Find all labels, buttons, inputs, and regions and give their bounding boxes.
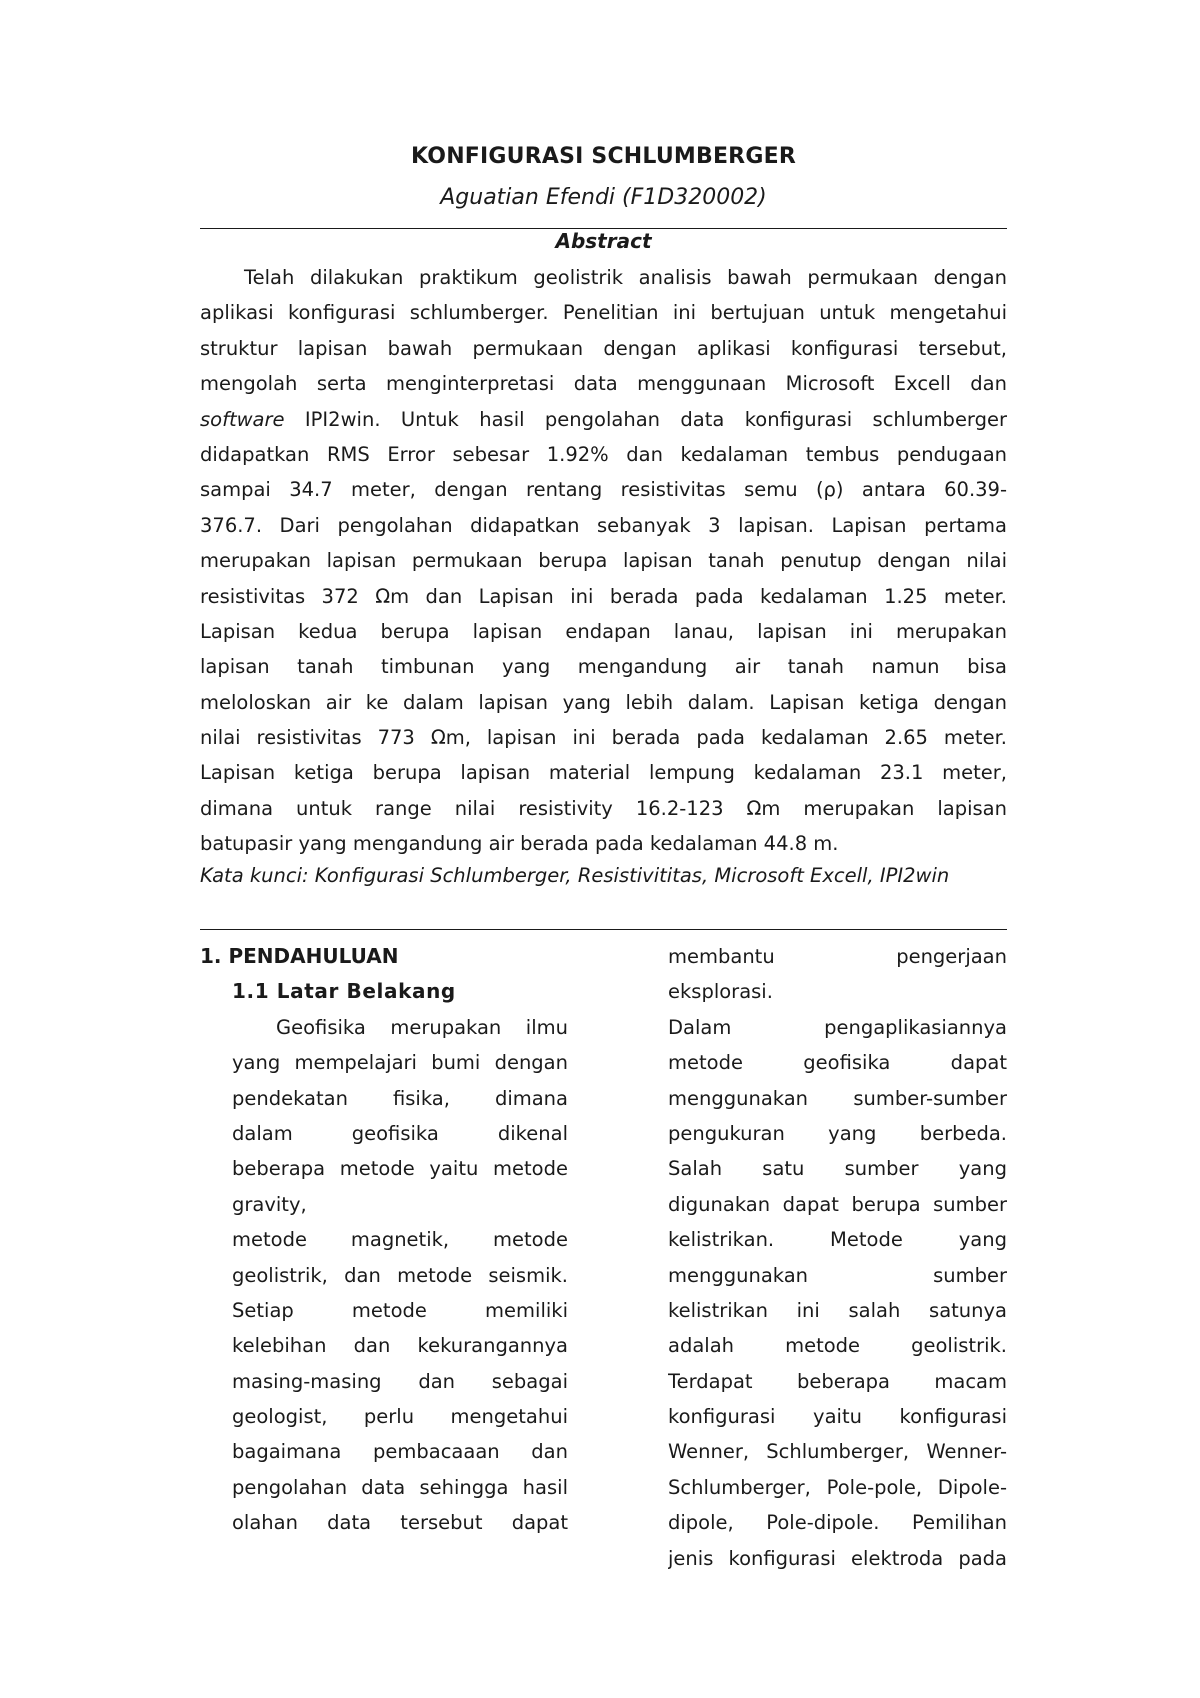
paragraph-line: Terdapat beberapa macam — [668, 1369, 1007, 1393]
paragraph-line: Salah satu sumber yang — [668, 1157, 1007, 1181]
abstract-line: Telah dilakukan praktikum geolistrik analisis bawah permukaan dengan — [244, 266, 1007, 289]
paragraph-line: Wenner, Schlumberger, Wenner- — [668, 1440, 1007, 1464]
paragraph-line: jenis konfigurasi elektroda pada — [668, 1546, 1007, 1570]
paragraph-line: metode geofisika dapat — [668, 1051, 1007, 1075]
paragraph-line: konfigurasi yaitu konfigurasi — [668, 1405, 1007, 1429]
abstract-line: mengolah serta menginterpretasi data menggunaan Microsoft Excell dan — [200, 372, 1007, 396]
abstract-line: sampai 34.7 meter, dengan rentang resistivitas semu (ρ) antara 60.39- — [200, 478, 1007, 502]
paragraph-line: pengukuran yang berbeda. — [668, 1121, 1007, 1145]
paragraph-line: kelebihan dan kekurangannya — [232, 1334, 568, 1358]
abstract-line: resistivitas 372 Ωm dan Lapisan ini berada pada kedalaman 1.25 meter. — [200, 584, 1007, 608]
paragraph-line: adalah metode geolistrik. — [668, 1334, 1007, 1358]
abstract-line: Lapisan kedua berupa lapisan endapan lanau, lapisan ini merupakan — [200, 619, 1007, 643]
paragraph-line: metode magnetik, metode — [232, 1228, 568, 1252]
paragraph-line: eksplorasi. — [668, 980, 773, 1004]
paragraph-line: pengolahan data sehingga hasil — [232, 1475, 568, 1499]
keywords: Kata kunci: Konfigurasi Schlumberger, Resistivititas, Microsoft Excell, IPI2win — [200, 864, 950, 887]
paragraph-line: bagaimana pembacaaan dan — [232, 1440, 568, 1464]
abstract-line: batupasir yang mengandung air berada pada kedalaman 44.8 m. — [200, 832, 839, 856]
right-column-text — [668, 939, 1007, 1576]
paragraph-line: dalam geofisika dikenal — [232, 1121, 568, 1145]
paragraph-line: digunakan dapat berupa sumber — [668, 1192, 1007, 1216]
paper-author: Aguatian Efendi (F1D320002) — [440, 185, 767, 210]
paragraph-line: geologist, perlu mengetahui — [232, 1405, 568, 1429]
section-heading: 1. PENDAHULUAN — [200, 944, 399, 968]
paragraph-line: geolistrik, dan metode seismik. — [232, 1263, 568, 1287]
paragraph-line: Schlumberger, Pole-pole, Dipole- — [668, 1475, 1007, 1499]
paragraph-line: dipole, Pole-dipole. Pemilihan — [668, 1511, 1007, 1535]
abstract-heading: Abstract — [555, 229, 652, 253]
paper-title: KONFIGURASI SCHLUMBERGER — [411, 144, 796, 169]
left-column-text — [200, 1010, 568, 1541]
abstract-line: lapisan tanah timbunan yang mengandung air tanah namun bisa — [200, 655, 1007, 679]
abstract-line-text: IPI2win. Untuk hasil pengolahan data konfigurasi schlumberger — [304, 407, 1007, 431]
paragraph-line: gravity, — [232, 1192, 307, 1216]
abstract-line: dimana untuk range nilai resistivity 16.2-123 Ωm merupakan lapisan — [200, 796, 1007, 820]
abstract-line: didapatkan RMS Error sebesar 1.92% dan kedalaman tembus pendugaan — [200, 442, 1007, 466]
paragraph-line: kelistrikan. Metode yang — [668, 1228, 1007, 1252]
abstract-line: merupakan lapisan permukaan berupa lapisan tanah penutup dengan nilai — [200, 549, 1007, 573]
paragraph-line: pendekatan fisika, dimana — [232, 1086, 568, 1110]
paragraph-line: beberapa metode yaitu metode — [232, 1157, 568, 1181]
abstract-line: meloloskan air ke dalam lapisan yang lebih dalam. Lapisan ketiga dengan — [200, 690, 1007, 714]
abstract-line: Lapisan ketiga berupa lapisan material lempung kedalaman 23.1 meter, — [200, 761, 1007, 785]
paragraph-line: olahan data tersebut dapat — [232, 1511, 568, 1535]
abstract-line: aplikasi konfigurasi schlumberger. Penelitian ini bertujuan untuk mengetahui — [200, 301, 1007, 325]
left-column — [200, 939, 568, 1541]
abstract-italic-word: software — [200, 407, 285, 431]
paragraph-line: yang mempelajari bumi dengan — [232, 1051, 568, 1075]
paragraph-line: kelistrikan ini salah satunya — [668, 1298, 1007, 1322]
paragraph-line: menggunakan sumber-sumber — [668, 1086, 1007, 1110]
paragraph-line: menggunakan sumber — [668, 1263, 1007, 1287]
section-divider — [200, 929, 1007, 930]
abstract-line: nilai resistivitas 773 Ωm, lapisan ini berada pada kedalaman 2.65 meter. — [200, 726, 1007, 750]
abstract-line: struktur lapisan bawah permukaan dengan aplikasi konfigurasi tersebut, — [200, 336, 1007, 360]
subsection-heading: 1.1 Latar Belakang — [232, 979, 456, 1004]
paragraph-line: Geofisika merupakan ilmu — [276, 1015, 568, 1039]
paragraph-line: membantu pengerjaan — [668, 945, 1007, 968]
paragraph-line: Dalam pengaplikasiannya — [668, 1015, 1007, 1039]
abstract-line: 376.7. Dari pengolahan didapatkan sebanyak 3 lapisan. Lapisan pertama — [200, 513, 1007, 537]
right-column — [668, 939, 1007, 1576]
abstract-body — [200, 260, 1007, 862]
paragraph-line: Setiap metode memiliki — [232, 1298, 568, 1322]
paragraph-line: masing-masing dan sebagai — [232, 1369, 568, 1393]
abstract-line — [200, 402, 1007, 437]
